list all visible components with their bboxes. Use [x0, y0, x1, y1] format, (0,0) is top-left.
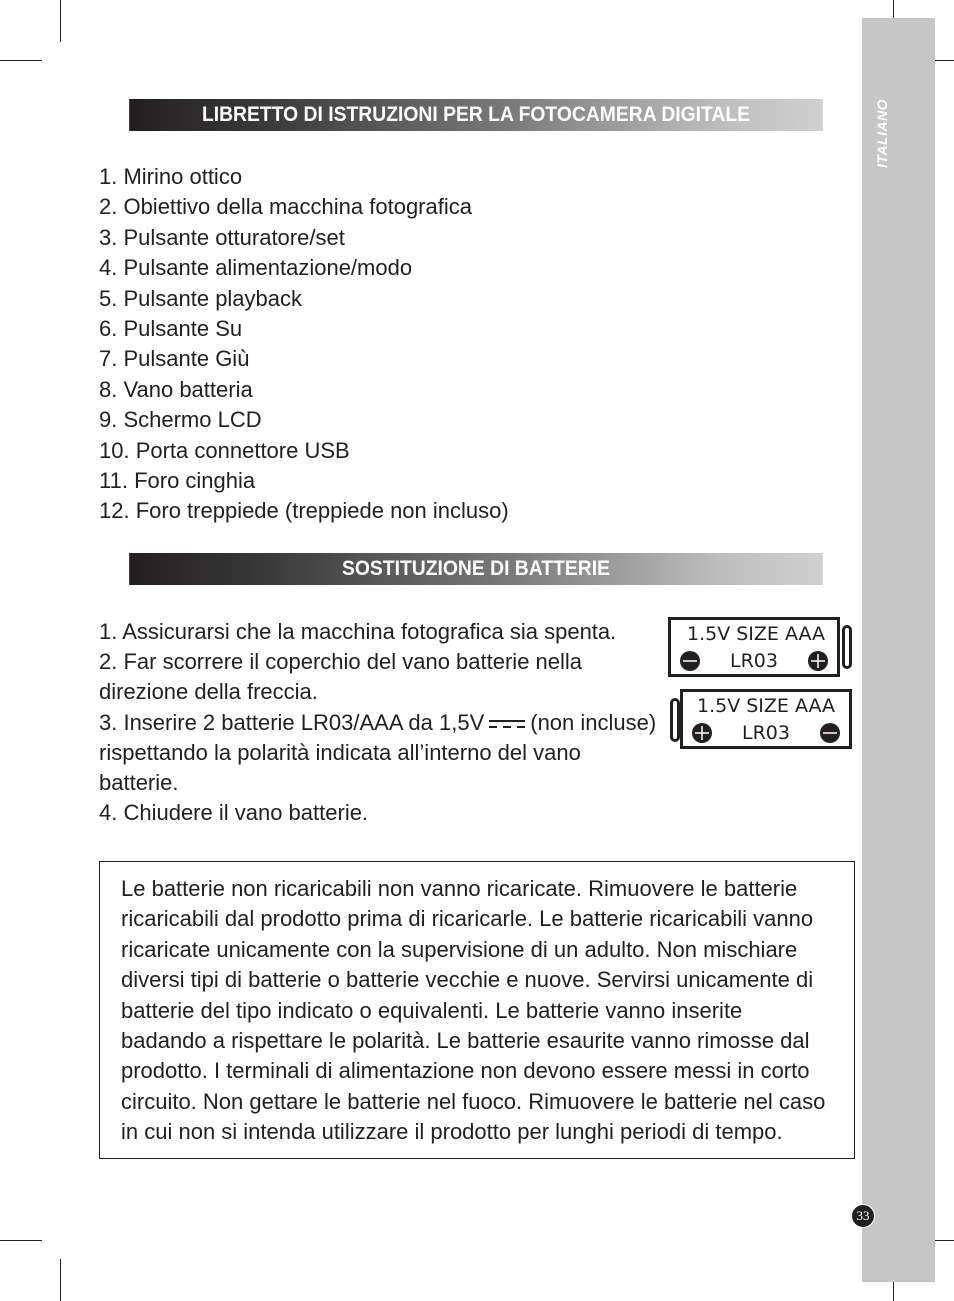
minus-terminal-icon: [819, 722, 841, 744]
list-item: 9. Schermo LCD: [99, 407, 262, 433]
battery-top-cap: [842, 625, 852, 669]
language-side-tab: [862, 18, 935, 1282]
list-item: 4. Pulsante alimentazione/modo: [99, 255, 413, 281]
step-4: 4. Chiudere il vano batterie.: [99, 800, 369, 826]
list-item: 12. Foro treppiede (treppiede non incluso): [99, 498, 509, 524]
section-title: LIBRETTO DI ISTRUZIONI PER LA FOTOCAMERA DIGITALE: [201, 103, 751, 126]
section-title: SOSTITUZIONE DI BATTERIE: [341, 557, 610, 580]
crop-mark: [0, 60, 42, 61]
step-3-text-b: (non incluse) rispettando la polarità indicata all’interno del vano batterie.: [99, 709, 657, 796]
battery-top: [668, 617, 840, 677]
battery-bottom-cap: [670, 698, 680, 742]
list-item: 11. Foro cinghia: [99, 468, 256, 494]
section-header-battery-replacement: [129, 553, 823, 585]
battery-warning-box: [99, 861, 855, 1159]
list-item: 6. Pulsante Su: [99, 316, 243, 342]
parts-list: [99, 162, 509, 527]
battery-size-label: 1.5V SIZE AAA: [696, 695, 836, 717]
list-item: 1. Mirino ottico: [99, 164, 243, 189]
crop-mark: [60, 0, 61, 42]
list-item: 2. Obiettivo della macchina fotografica: [99, 194, 472, 220]
list-item: 7. Pulsante Giù: [99, 346, 250, 372]
step-2: 2. Far scorrere il coperchio del vano batterie nella direzione della freccia.: [99, 649, 583, 705]
battery-type-label: LR03: [730, 650, 778, 672]
section-header-camera-manual: [129, 99, 823, 131]
battery-type-label: LR03: [742, 722, 790, 744]
battery-bottom: [680, 689, 852, 749]
list-item: 5. Pulsante playback: [99, 285, 303, 311]
crop-mark: [0, 1240, 42, 1241]
list-item: 10. Porta connettore USB: [99, 437, 350, 463]
battery-size-label: 1.5V SIZE AAA: [686, 623, 826, 645]
step-1: 1. Assicurarsi che la macchina fotografica sia spenta.: [99, 619, 617, 644]
battery-steps: [99, 617, 659, 828]
dc-symbol-icon: [488, 718, 526, 730]
step-3-text-a: 3. Inserire 2 batterie LR03/AAA da 1,5V: [99, 709, 485, 735]
warning-text: Le batterie non ricaricabili non vanno ricaricate. Rimuovere le batterie ricaricabili dal prodotto prima di ricaricarle. Le batterie ricaricabili vanno ricaricate unicamente con la supervisione di un adulto. Non mischiare diversi tipi di batterie o batterie vecchie e nuove. Servirsi unicamente di batterie del tipo indicato o equivalenti. Le batterie vanno inserite badando a rispettare le polarità. Le batterie esaurite vanno rimosse dal prodotto. I terminali di alimentazione non devono essere messi in corto circuito. Non gettare le batterie nel fuoco. Rimuovere le batterie nel caso in cui non si intenda utilizzare il prodotto per lunghi periodi di tempo.: [121, 876, 826, 1145]
minus-terminal-icon: [679, 650, 701, 672]
page-number: 33: [851, 1204, 875, 1228]
list-item: 3. Pulsante otturatore/set: [99, 224, 345, 250]
list-item: 8. Vano batteria: [99, 376, 253, 402]
crop-mark: [60, 1259, 61, 1301]
language-label: ITALIANO: [874, 98, 890, 168]
plus-terminal-icon: [691, 722, 713, 744]
plus-terminal-icon: [807, 650, 829, 672]
step-3: [99, 708, 659, 799]
